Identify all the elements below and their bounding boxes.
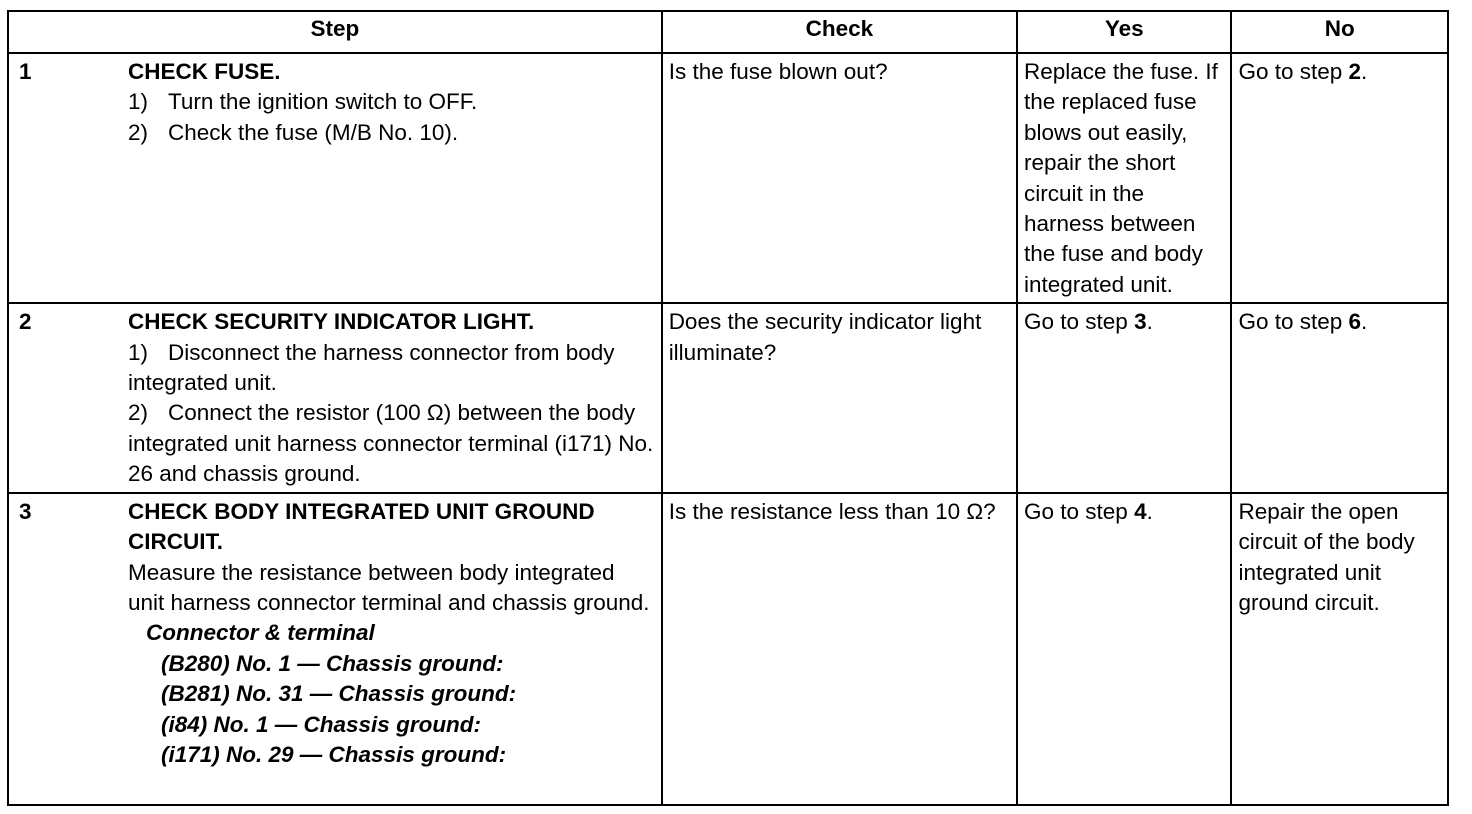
step-cell — [8, 303, 662, 492]
step-ref: 4 — [1134, 498, 1147, 524]
yes-cell: Replace the fuse. If the replaced fuse blows out easily, repair the short circuit in the harness between the fuse and body integrated unit. — [1017, 53, 1231, 303]
yes-text: Go to step — [1024, 309, 1135, 335]
step-ref: 6 — [1348, 309, 1362, 335]
substep-number: 1) — [128, 339, 149, 365]
no-cell — [1231, 303, 1448, 492]
step-ref: 3 — [1134, 309, 1147, 335]
step-title: CHECK BODY INTEGRATED UNIT GROUND CIRCUIT. — [128, 498, 595, 555]
table-row — [8, 493, 1448, 805]
connector-terminal: (B281) No. 31 — Chassis ground: — [161, 681, 517, 707]
no-text: Go to step — [1238, 59, 1349, 84]
yes-text-suffix: . — [1146, 498, 1153, 524]
header-check: Check — [662, 11, 1017, 53]
step-title: CHECK FUSE. — [128, 59, 281, 84]
connector-terminal: (B280) No. 1 — Chassis ground: — [161, 650, 504, 676]
no-text: Go to step — [1238, 309, 1349, 335]
check-cell: Is the resistance less than 10 Ω? — [662, 493, 1017, 805]
substep-text: Disconnect the harness connector from body integrated unit. — [128, 339, 615, 396]
step-number: 1 — [19, 59, 32, 84]
header-step: Step — [8, 11, 662, 53]
step-ref: 2 — [1348, 59, 1362, 84]
substep-number: 1) — [128, 89, 149, 115]
substep-text: Check the fuse (M/B No. 10). — [168, 119, 459, 145]
no-cell: Repair the open circuit of the body integrated unit ground circuit. — [1231, 493, 1448, 805]
yes-cell — [1017, 303, 1231, 492]
header-yes: Yes — [1017, 11, 1231, 53]
yes-text-suffix: . — [1146, 309, 1153, 335]
no-text-suffix: . — [1361, 309, 1368, 335]
step-title: CHECK SECURITY INDICATOR LIGHT. — [128, 309, 535, 335]
substep-number: 2) — [128, 119, 149, 145]
table-row — [8, 303, 1448, 492]
substep-text: Connect the resistor (100 Ω) between the body integrated unit harness connector terminal (i171) No. 26 and chassis ground. — [128, 400, 654, 487]
header-row — [8, 11, 1448, 53]
diagnostic-table — [7, 10, 1449, 806]
substep-text: Turn the ignition switch to OFF. — [168, 89, 478, 115]
connector-terminal: (i171) No. 29 — Chassis ground: — [161, 741, 507, 767]
step-number: 2 — [19, 309, 32, 335]
yes-cell — [1017, 493, 1231, 805]
no-text-suffix: . — [1361, 59, 1368, 84]
step-body: Measure the resistance between body integrated unit harness connector terminal and chassis ground. — [128, 559, 650, 615]
table-row — [8, 53, 1448, 303]
yes-text: Go to step — [1024, 498, 1135, 524]
step-cell — [8, 493, 662, 805]
connector-terminal: (i84) No. 1 — Chassis ground: — [161, 711, 482, 737]
step-cell — [8, 53, 662, 303]
substep-number: 2) — [128, 400, 149, 426]
connector-label: Connector & terminal — [146, 620, 375, 646]
check-cell: Does the security indicator light illuminate? — [662, 303, 1017, 492]
header-no: No — [1231, 11, 1448, 53]
step-number: 3 — [19, 498, 32, 524]
check-cell: Is the fuse blown out? — [662, 53, 1017, 303]
no-cell — [1231, 53, 1448, 303]
